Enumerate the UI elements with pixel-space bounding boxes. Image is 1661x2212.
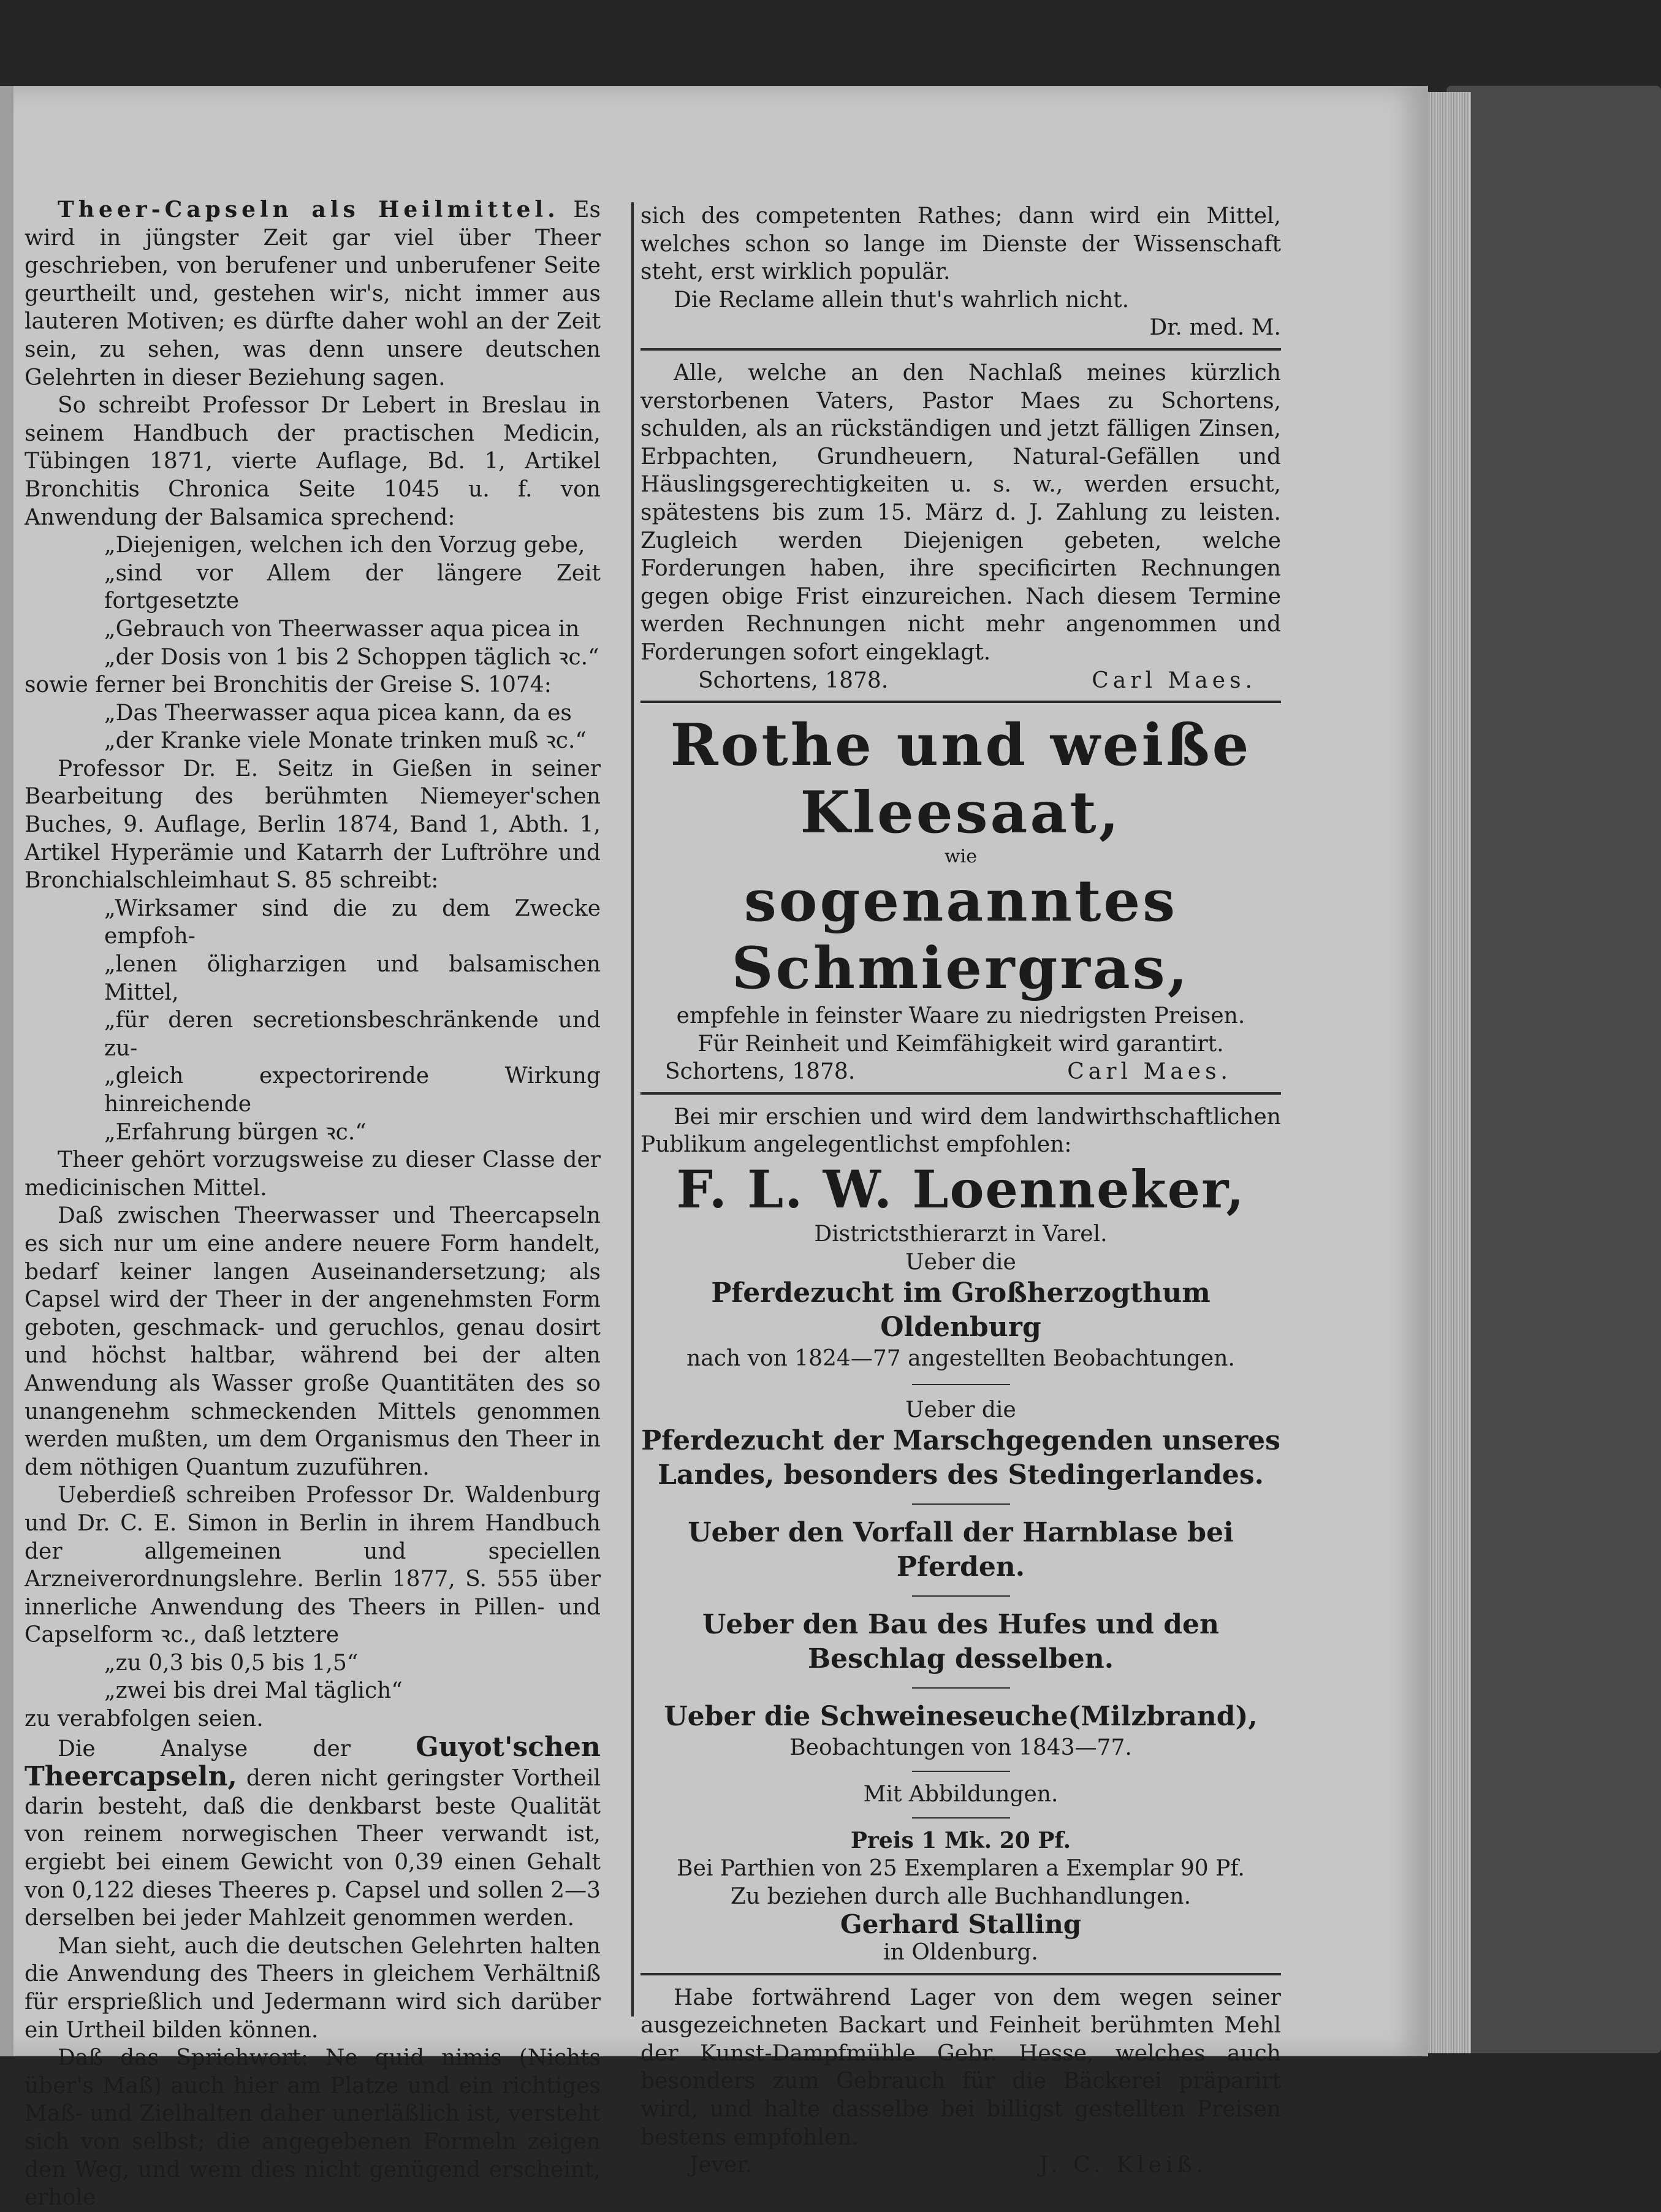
separator-rule (640, 701, 1281, 703)
book-intro: Bei mir erschien und wird dem landwirthschaftlichen Publikum angelegentlichst empfohlen: (640, 1104, 1281, 1158)
book-ueber: Ueber die (905, 1249, 1016, 1275)
product-name: Guyot'schen Theercapseln, (25, 1731, 601, 1793)
analyse-prefix: Die Analyse der (58, 1736, 351, 1762)
paragraph-theerwasser: Daß zwischen Theerwasser und Theercapseln es sich nur um eine andere neuere Form handelt, bedarf keiner langen Auseinandersetzung; als Capsel wird der Theer in der angenehmsten Form geboten, geschmack- und geruchlos, genau dosirt und höchst haltbar, während bei der alten Anwendung als Wasser große Quantitäten des so unangenehm schmeckenden Mittels genommen werden mußten, um dem Organismus den Theer in dem nöthigen Quantum zuzuführen. (25, 1203, 601, 1480)
paragraph-verabfolgen: zu verabfolgen seien. (25, 1706, 264, 1732)
advert-wie: wie (944, 846, 978, 868)
paragraph-analyse: deren nicht geringster Vortheil darin besteht, daß die denkbarst beste Qualität von reinem norwegischen Theer verwandt ist, ergiebt bei einem Gewicht von 0,39 einen Gehalt von 0,122 dieses Theeres p. Capsel und sollen 2—3 derselben bei jeder Mahlzeit genommen werden. (25, 1766, 601, 1931)
paragraph-continued: sich des competenten Rathes; dann wird ein Mittel, welches schon so lange im Dienste der Wissenschaft steht, erst wirklich populär. (640, 203, 1281, 285)
book-bulk-price: Bei Parthien von 25 Exemplaren a Exemplar 90 Pf. (677, 1856, 1245, 1882)
separator-rule (640, 1973, 1281, 1975)
right-column (640, 202, 1281, 2180)
reclame-signature: Dr. med. M. (1149, 315, 1281, 341)
book-title-1: Pferdezucht im Großherzogthum Oldenburg (711, 1277, 1211, 1344)
quote-line: „zu 0,3 bis 0,5 bis 1,5“ (104, 1650, 359, 1676)
advert-text: empfehle in feinster Waare zu niedrigsten Preisen. (676, 1003, 1245, 1029)
quote-greise (25, 699, 601, 755)
advert-place-date: Schortens, 1878. (665, 1059, 856, 1085)
mehl-place: Jever. (690, 2153, 753, 2178)
book-publisher-city: in Oldenburg. (883, 1940, 1038, 1965)
advert-headline: Rothe und weiße Kleesaat, (670, 712, 1252, 847)
notice-signature: Carl Maes. (1092, 667, 1256, 693)
quote-line: „gleich expectorirende Wirkung hinreichende (104, 1063, 601, 1117)
quote-seitz (25, 895, 601, 1146)
book-cover-edge (1446, 86, 1661, 2053)
notice-place-date: Schortens, 1878. (698, 667, 889, 693)
mehl-text: Habe fortwährend Lager von dem wegen seiner ausgezeichneten Backart und Feinheit berühmten Mehl der Kunst-Dampfmühle Gebr. Hesse, welches auch besonders zum Gebrauch für die Bäckerei präparirt wird, und halte dasselbe bei billigst gestellten Preisen bestens empfohlen. (640, 1985, 1281, 2150)
mehl-signature: J. C. Kleiß. (1039, 2153, 1207, 2178)
book-title-4: Ueber den Bau des Hufes und den Beschlag desselben. (702, 1609, 1219, 1675)
paragraph-gelehrten: Man sieht, auch die deutschen Gelehrten halten die Anwendung des Theers in gleichem Verhältniß für ersprießlich und Jedermann wird sich darüber ein Urtheil bilden können. (25, 1933, 601, 2043)
advert-text: Für Reinheit und Keimfähigkeit wird garantirt. (697, 1031, 1224, 1057)
book-subtitle-1: nach von 1824—77 angestellten Beobachtungen. (686, 1346, 1235, 1372)
left-column (25, 196, 601, 2212)
short-rule (912, 1687, 1010, 1689)
separator-rule (640, 1092, 1281, 1095)
quote-line: „zwei bis drei Mal täglich“ (104, 1678, 403, 1704)
book-title-5: Ueber die Schweineseuche(Milzbrand), (664, 1701, 1258, 1733)
book-title-2: Pferdezucht der Marschgegenden unseres Landes, besonders des Stedingerlandes. (641, 1425, 1280, 1491)
article-lead: Es wird in jüngster Zeit gar viel über Theer geschrieben, von berufener und unberufener Seite geurtheilt und, gestehen wir's, nicht immer aus lauteren Motiven; es dürfte daher wohl an der Zeit sein, zu sehen, was denn unsere deutschen Gelehrten in dieser Beziehung sagen. (25, 197, 601, 390)
quote-line: „Wirksamer sind die zu dem Zwecke empfoh- (104, 895, 601, 949)
quote-line: „sind vor Allem der längere Zeit fortgesetzte (104, 560, 601, 614)
advert-kleiss-mehl (640, 1984, 1281, 2180)
paragraph-waldenburg: Ueberdieß schreiben Professor Dr. Waldenburg und Dr. C. E. Simon in Berlin in ihrem Handbuch der allgemeinen und speciellen Arzneiverordnungslehre. Berlin 1877, S. 555 über innerliche Anwendung des Theers in Pillen- und Capselform ꝛc., daß letztere (25, 1483, 601, 1648)
paragraph-seitz: Professor Dr. E. Seitz in Gießen in seiner Bearbeitung des berühmten Niemeyer'schen Buches, 9. Auflage, Berlin 1874, Band 1, Abth. 1, Artikel Hyperämie und Katarrh der Luftröhre und Bronchialschleimhaut S. 85 schreibt: (25, 756, 601, 894)
quote-waldenburg (25, 1649, 601, 1705)
advert-loenneker-books (640, 1103, 1281, 1967)
book-publisher: Gerhard Stalling (840, 1909, 1082, 1940)
short-rule (912, 1503, 1010, 1505)
quote-line: „lenen öligharzigen und balsamischen Mittel, (104, 952, 601, 1005)
quote-line: „Das Theerwasser aqua picea kann, da es (104, 700, 572, 726)
column-rule (631, 202, 634, 2016)
book-subtitle-5: Beobachtungen von 1843—77. (789, 1735, 1132, 1761)
book-ueber: Ueber die (905, 1397, 1016, 1423)
notice-text: Alle, welche an den Nachlaß meines kürzlich verstorbenen Vaters, Pastor Maes zu Schortens, schulden, als an rückständigen und jetzt fälligen Zinsen, Erbpachten, Grundheuern, Natural-Gefällen und Häuslingsgerechtigkeiten u. s. w., werden ersucht, spätestens bis zum 15. März d. J. Zahlung zu leisten. Zugleich werden Diejenigen gebeten, welche Forderungen haben, ihre specificirten Rechnungen gegen obige Frist einzureichen. Nach diesem Termine werden Rechnungen nicht mehr angenommen und Forderungen sofort eingeklagt. (640, 360, 1281, 665)
advert-signature: Carl Maes. (1067, 1059, 1232, 1085)
quote-line: „für deren secretionsbeschränkende und zu- (104, 1008, 601, 1061)
short-rule (912, 1595, 1010, 1597)
previous-page-edge (0, 86, 13, 2056)
paragraph-classe: Theer gehört vorzugsweise zu dieser Classe der medicinischen Mittel. (25, 1147, 601, 1201)
separator-rule (640, 348, 1281, 351)
short-rule (912, 1384, 1010, 1385)
article-title: Theer-Capseln als Heilmittel. (58, 197, 560, 222)
notice-maes-estate (640, 359, 1281, 694)
quote-line: „der Kranke viele Monate trinken muß ꝛc.“ (104, 728, 587, 754)
paragraph-sprichwort: Daß das Sprichwort: Ne quid nimis (Nichts über's Maß) auch hier am Platze und ein richtiges Maß- und Zielhalten daher unerläßlich ist, versteht sich von selbst; die angegebenen Formeln zeigen den Weg, und wem dies nicht genügend erscheint, erhole (25, 2045, 601, 2211)
book-author: F. L. W. Loenneker, (676, 1159, 1245, 1220)
paragraph-greise: sowie ferner bei Bronchitis der Greise S. 1074: (25, 672, 552, 698)
paragraph-lebert: So schreibt Professor Dr Lebert in Breslau in seinem Handbuch der practischen Medicin, Tübingen 1871, vierte Auflage, Bd. 1, Artikel Bronchitis Chronica Seite 1045 u. f. von Anwendung der Balsamica sprechend: (25, 393, 601, 530)
advert-headline-2: sogenanntes Schmiergras, (731, 867, 1190, 1003)
reclame-line: Die Reclame allein thut's wahrlich nicht. (674, 287, 1130, 313)
book-illustrations: Mit Abbildungen. (863, 1782, 1059, 1807)
book-title-3: Ueber den Vorfall der Harnblase bei Pferden. (688, 1517, 1234, 1583)
book-distribution: Zu beziehen durch alle Buchhandlungen. (730, 1883, 1192, 1909)
quote-line: „der Dosis von 1 bis 2 Schoppen täglich ꝛc.“ (104, 644, 599, 670)
quote-line: „Diejenigen, welchen ich den Vorzug gebe, (104, 533, 585, 558)
short-rule (912, 1817, 1010, 1819)
quote-line: „Erfahrung bürgen ꝛc.“ (104, 1119, 367, 1145)
quote-lebert (25, 531, 601, 671)
advert-kleesaat (640, 712, 1281, 1086)
book-author-title: Districtsthierarzt in Varel. (814, 1222, 1108, 1247)
book-price: Preis 1 Mk. 20 Pf. (850, 1827, 1071, 1853)
short-rule (912, 1771, 1010, 1772)
quote-line: „Gebrauch von Theerwasser aqua picea in (104, 616, 580, 642)
